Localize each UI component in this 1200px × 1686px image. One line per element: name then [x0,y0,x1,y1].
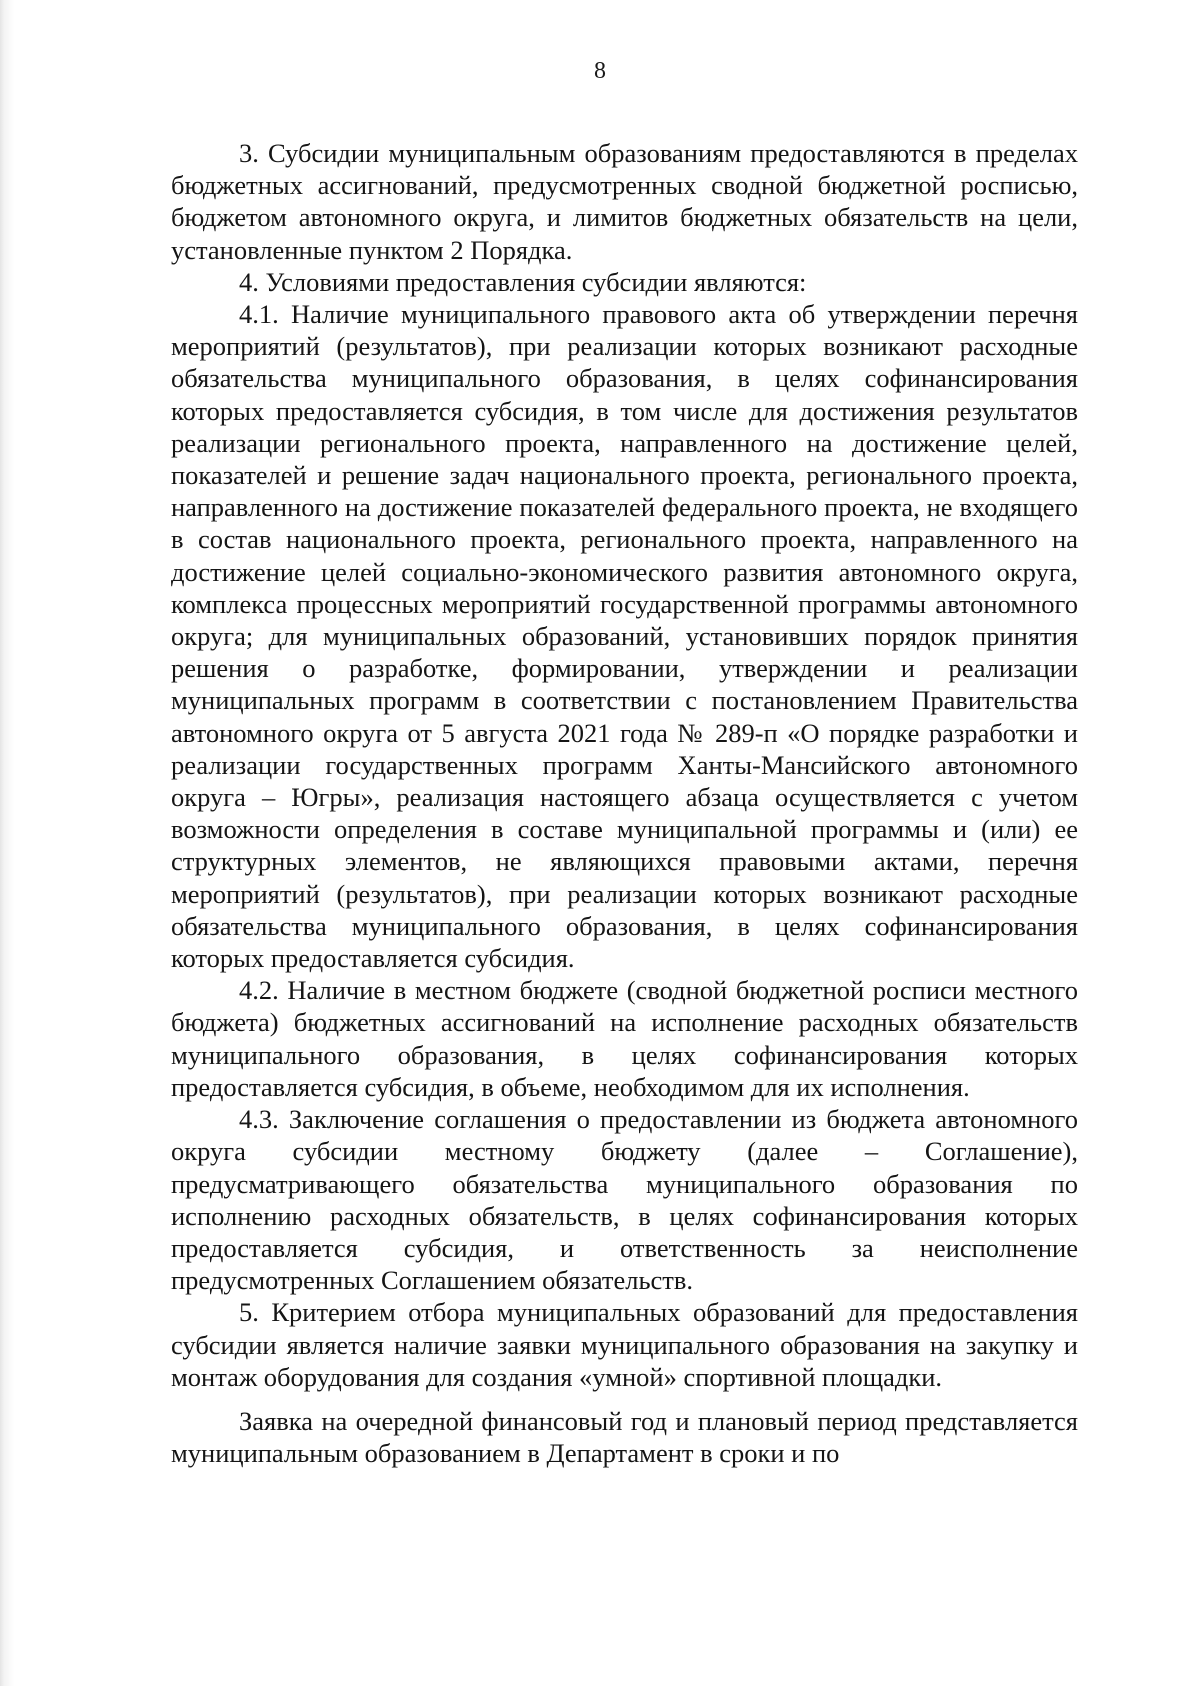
paragraph-4-conditions-heading: 4. Условиями предоставления субсидии являются: [239,266,807,297]
paragraph-4-2-local-budget: 4.2. Наличие в местном бюджете (сводной бюджетной росписи местного бюджета) бюджетных ассигнований на исполнение расходных обязательств муниципального образования, в целях софинансирования которых предоставляется субсидия, в объеме, необходимом для их исполнения. [171,975,1078,1102]
paragraph-4-1-legal-act: 4.1. Наличие муниципального правового акта об утверждении перечня мероприятий (результатов), при реализации которых возникают расходные обязательства муниципального образования, в целях софинансирования которых предоставляется субсидия, в том числе для достижения результатов реализации регионального проекта, направленного на достижение целей, показателей и решение задач национального проекта, регионального проекта, направленного на достижение показателей федерального проекта, не входящего в состав национального проекта, регионального проекта, направленного на достижение целей социально-экономического развития автономного округа, комплекса процессных мероприятий государственной программы автономного округа; для муниципальных образований, установивших порядок принятия решения о разработке, формировании, утверждении и реализации муниципальных программ в соответствии с постановлением Правительства автономного округа от 5 августа 2021 года № 289-п «О порядке разработки и реализации государственных программ Ханты-Мансийского автономного округа – Югры», реализация настоящего абзаца осуществляется с учетом возможности определения в составе муниципальной программы и (или) ее структурных элементов, не являющихся правовыми актами, перечня мероприятий (результатов), при реализации которых возникают расходные обязательства муниципального образования, в целях софинансирования которых предоставляется субсидия. [171,299,1078,974]
paragraph-3-subsidy-limits: 3. Субсидии муниципальным образованиям предоставляются в пределах бюджетных ассигнований, предусмотренных сводной бюджетной росписью, бюджетом автономного округа, и лимитов бюджетных обязательств на цели, установленные пунктом 2 Порядка. [171,138,1078,265]
paragraph-4-3-agreement: 4.3. Заключение соглашения о предоставлении из бюджета автономного округа субсидии местному бюджету (далее – Соглашение), предусматривающего обязательства муниципального образования по исполнению расходных обязательств, в целях софинансирования которых предоставляется субсидия, и ответственность за неисполнение предусмотренных Соглашением обязательств. [171,1104,1078,1296]
paragraph-application-terms: Заявка на очередной финансовый год и плановый период представляется муниципальным образованием в Департамент в сроки и по [171,1405,1078,1469]
paragraph-5-selection-criterion: 5. Критерием отбора муниципальных образований для предоставления субсидии является наличие заявки муниципального образования на закупку и монтаж оборудования для создания «умной» спортивной площадки. [171,1297,1078,1392]
page-number: 8 [594,58,606,84]
document-body [171,137,1078,1469]
scan-edge-shadow [0,0,16,1686]
